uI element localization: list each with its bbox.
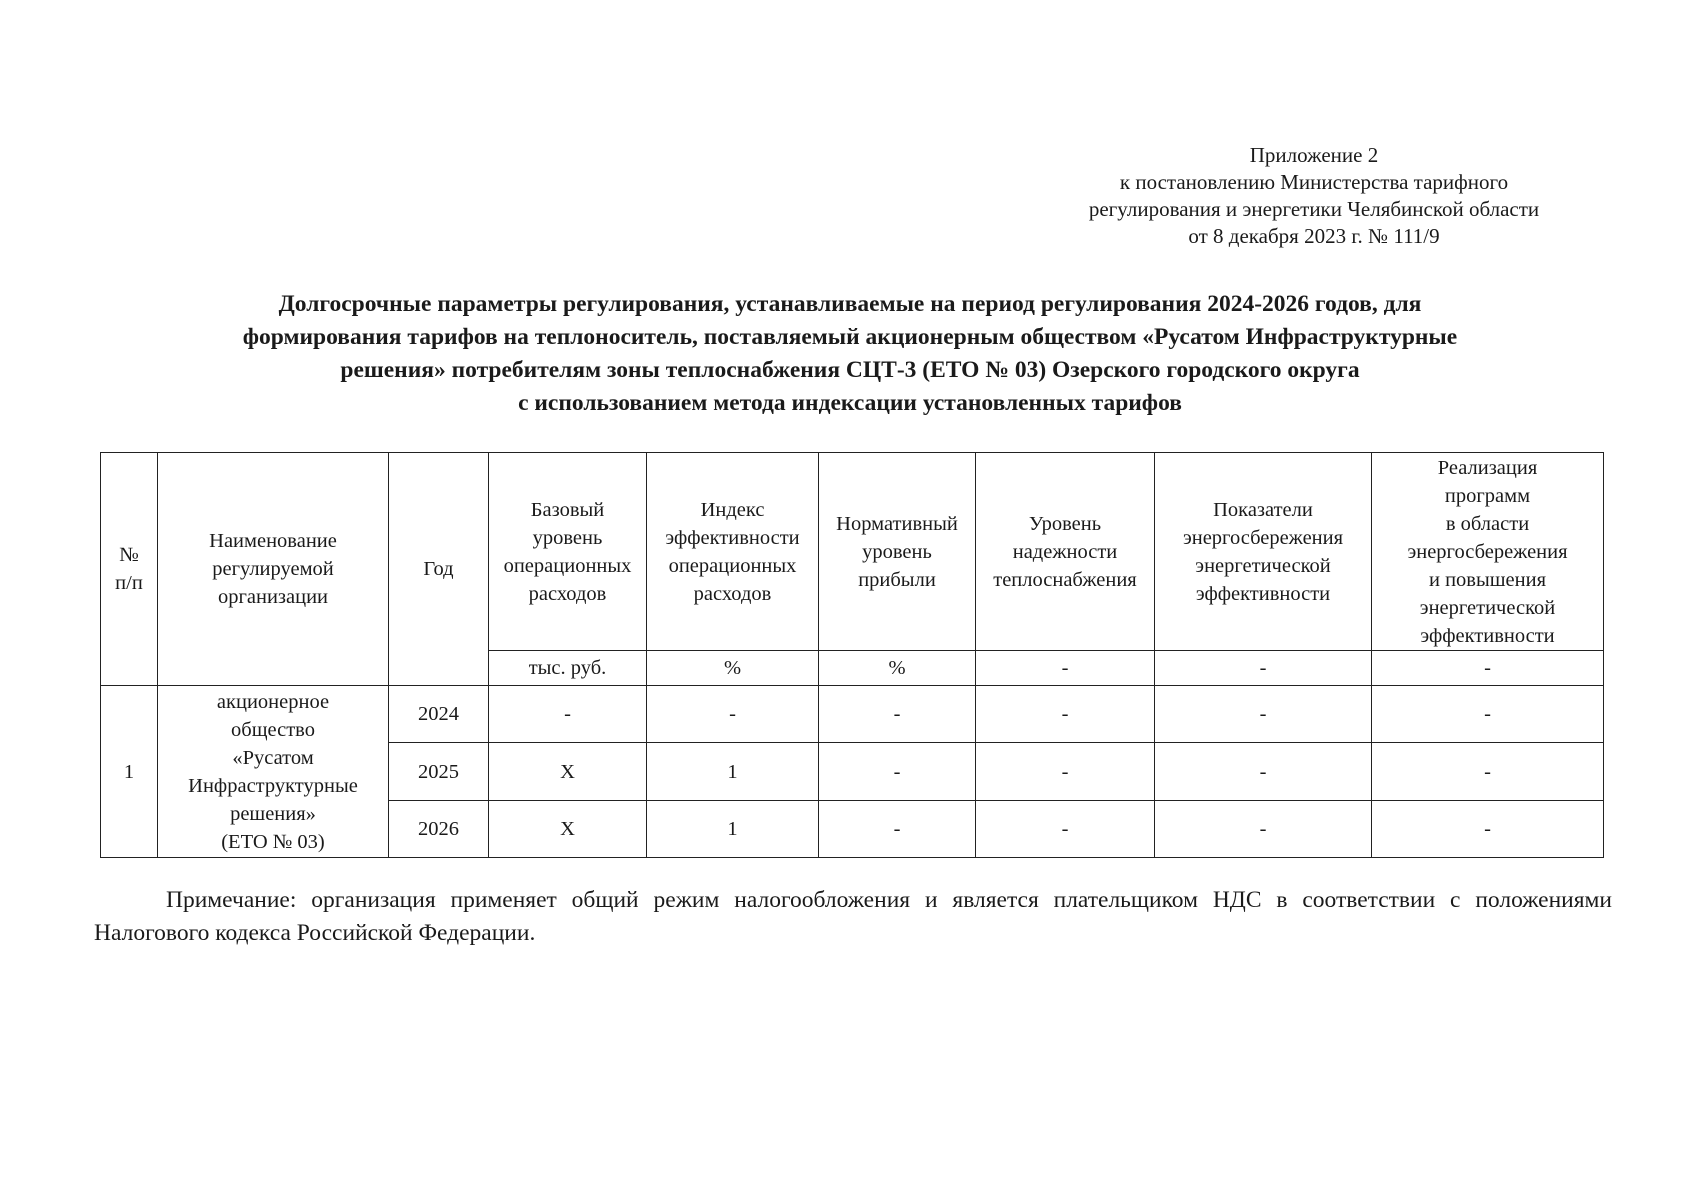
note-paragraph [94, 884, 1612, 950]
title-line: решения» потребителям зоны теплоснабжения СЦТ-3 (ЕТО № 03) Озерского городского округа [340, 357, 1360, 383]
cell-energy-programs: - [1372, 686, 1604, 743]
cell-energy-indicators: - [1155, 801, 1372, 858]
appendix-block [1034, 142, 1594, 250]
cell-energy-indicators: - [1155, 686, 1372, 743]
cell-normative-profit: - [819, 686, 976, 743]
unit-cell: - [1155, 651, 1372, 686]
header-year: Год [389, 453, 489, 686]
cell-reliability: - [976, 801, 1155, 858]
row-number: 1 [101, 686, 158, 858]
header-reliability: Уровень надежности теплоснабжения [976, 453, 1155, 651]
table-row [101, 686, 1604, 743]
title-line: формирования тарифов на теплоноситель, поставляемый акционерным обществом «Русатом Инфраструктурные [242, 324, 1458, 350]
cell-base-opex: Х [489, 743, 647, 801]
unit-cell: - [1372, 651, 1604, 686]
unit-cell: % [819, 651, 976, 686]
note-text: Примечание: организация применяет общий режим налогообложения и является плательщиком НДС в соответствии с положениями Налогового кодекса Российской Федерации. [94, 887, 1612, 946]
header-org: Наименование регулируемой организации [158, 453, 389, 686]
cell-year: 2025 [389, 743, 489, 801]
header-base-opex: Базовый уровень операционных расходов [489, 453, 647, 651]
cell-energy-indicators: - [1155, 743, 1372, 801]
appendix-line: от 8 декабря 2023 г. № 111/9 [1188, 224, 1440, 248]
cell-base-opex: Х [489, 801, 647, 858]
parameters-table [100, 452, 1604, 858]
header-energy-indicators: Показатели энергосбережения энергетической эффективности [1155, 453, 1372, 651]
org-name: акционерное общество «Русатом Инфраструктурные решения» (ЕТО № 03) [158, 686, 389, 858]
header-num: № п/п [101, 453, 158, 686]
cell-reliability: - [976, 686, 1155, 743]
cell-normative-profit: - [819, 743, 976, 801]
unit-cell: % [647, 651, 819, 686]
title-line: с использованием метода индексации установленных тарифов [518, 390, 1182, 416]
appendix-line: регулирования и энергетики Челябинской области [1088, 197, 1540, 221]
header-row [101, 453, 1604, 651]
unit-cell: тыс. руб. [489, 651, 647, 686]
cell-year: 2026 [389, 801, 489, 858]
unit-cell: - [976, 651, 1155, 686]
header-energy-programs: Реализация программ в области энергосбережения и повышения энергетической эффективности [1372, 453, 1604, 651]
title-line: Долгосрочные параметры регулирования, устанавливаемые на период регулирования 2024-2026 годов, для [278, 291, 1422, 317]
document-title [90, 288, 1610, 420]
appendix-line: Приложение 2 [1249, 143, 1379, 167]
cell-reliability: - [976, 743, 1155, 801]
header-efficiency-index: Индекс эффективности операционных расходов [647, 453, 819, 651]
cell-energy-programs: - [1372, 743, 1604, 801]
cell-year: 2024 [389, 686, 489, 743]
header-normative-profit: Нормативный уровень прибыли [819, 453, 976, 651]
cell-efficiency-index: 1 [647, 743, 819, 801]
appendix-line: к постановлению Министерства тарифного [1119, 170, 1509, 194]
cell-normative-profit: - [819, 801, 976, 858]
cell-base-opex: - [489, 686, 647, 743]
cell-efficiency-index: - [647, 686, 819, 743]
cell-energy-programs: - [1372, 801, 1604, 858]
cell-efficiency-index: 1 [647, 801, 819, 858]
